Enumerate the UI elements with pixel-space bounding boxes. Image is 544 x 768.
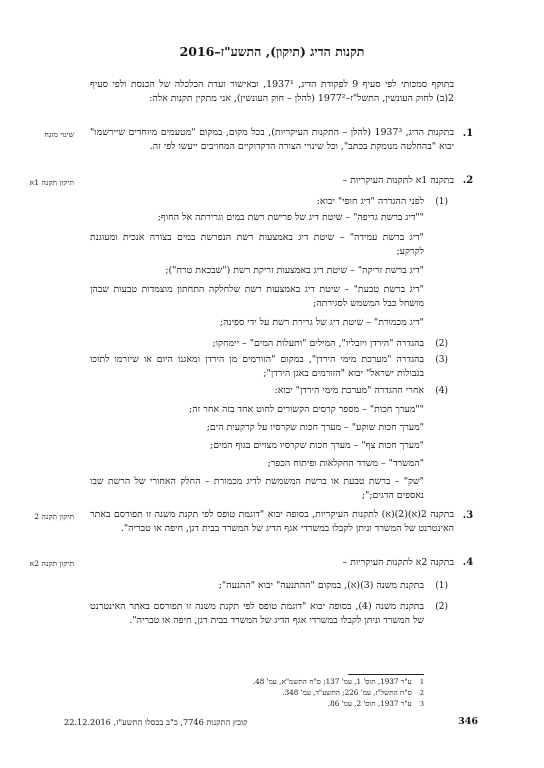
footnote-rule xyxy=(348,674,424,675)
section-number-1: .1 xyxy=(462,128,474,139)
definition-ring-net: "דיג ברשת טבעת" – שיטת דיג באמצעות רשת שלחלקה התחתון מוצמדות טבעות שבהן מושחל כבל המשמש לסגירתה; xyxy=(90,284,424,310)
footnote-1 xyxy=(253,677,424,686)
section-number-2: .2 xyxy=(462,175,474,186)
definition-net-bag: "שק" – ברשת טבעת או ברשת המשמשת לדיג מכמורת – החלק האחורי של הרשת שבו נאספים הדגים;"; xyxy=(90,476,424,502)
footnote-2 xyxy=(282,688,424,697)
definition-longline: ""מערך חכות" – מספר קרסים הקשורים לחוט אחד בזה אחר זה; xyxy=(189,404,424,415)
footnote-3 xyxy=(328,699,424,708)
section-4-sub-2-text: בתקנת משנה (4), בסופה יבוא "דוגמת טופס לפי תקנת משנה זו תפורסם באתר האינטרנט של המשרד וניתן לקבלו במשרדי אגף הדיג של המשרד בבית דגן, חיפה או טבריה". xyxy=(90,601,424,627)
footnote-1-number: 1 xyxy=(419,678,424,686)
definition-dragnet: ""דיג ברשת גריפה" – שיטת דיג של פרישת רשת במים וגרירתה אל החוף; xyxy=(157,212,424,223)
section-4-sub-1-number: (1) xyxy=(435,581,448,591)
side-heading-2: תיקון תקנה 1א xyxy=(29,178,74,187)
document-title: תקנות הדיג (תיקון), התשע"ז–2016 xyxy=(179,44,365,59)
footnote-3-text: ע"ר 1937, תוס' 2, עמ' 86. xyxy=(327,699,412,708)
definition-ministry: "המשרד" – משרד החקלאות ופיתוח הכפר; xyxy=(267,458,424,469)
section-number-3: .3 xyxy=(462,510,474,521)
section-2-sub-4-text: אחרי ההגדרה "מערכת מימי הירדן" יבוא: xyxy=(274,385,424,396)
side-heading-1: שינוי מונח xyxy=(44,130,74,139)
page-number: 346 xyxy=(458,716,478,727)
section-2-sub-1-number: (1) xyxy=(435,197,448,207)
section-2-sub-2-number: (2) xyxy=(435,339,448,349)
section-2-sub-1-text: לפני ההגדרה "דיג חופי" יבוא: xyxy=(316,196,424,207)
section-2-sub-3-text: בהגדרה "מערכת מימי הירדן", במקום "הזורמים מן הירדן ומאגנו היום או שיזרמו לתוכו בגבולות ישראל" יבוא "הזורמים באגן הירדן"; xyxy=(90,354,424,380)
section-2-sub-4-number: (4) xyxy=(435,386,448,396)
definition-standing-net: "דיג ברשת עמידה" – שיטת דיג באמצעות רשת הנפרשת במים בצורה אנכית ומעוגנת לקרקע; xyxy=(90,232,424,258)
section-2-sub-2-text: בהגדרה "הירדן ויובליו", המילים "ותעלות המים" – יימחקו; xyxy=(212,338,424,349)
side-heading-4: תיקון תקנה 2א xyxy=(29,559,74,568)
footnote-2-number: 2 xyxy=(419,689,424,697)
section-number-4: .4 xyxy=(462,557,474,568)
section-1-text: בתקנות הדיג, 1937³ (להלן – התקנות העיקריות), בכל מקום, במקום "מטעמים מיוחדים שיירשמו" יבוא "בהחלטה מנומקת בכתב", וכל שינויי הצורה הדקדוקיים המחויבים ייעשו לפי זה. xyxy=(90,127,454,153)
preamble: בתוקף סמכותי לפי סעיף 9 לפקודת הדיג, 1937¹, ובאישור ועדת הכלכלה של הכנסת ולפי סעיף 2(ב) לחוק העונשין, התשל"ז–1977² (להלן – חוק העונשין), אני מתקין תקנות אלה: xyxy=(90,79,455,105)
side-heading-3: תיקון תקנה 2 xyxy=(34,512,74,521)
section-2-text: בתקנה 1א לתקנות העיקריות – xyxy=(342,175,454,186)
section-4-sub-2-number: (2) xyxy=(435,602,448,612)
section-4-sub-1-text: בתקנת משנה (3)(א), במקום "ההתנעה" יבוא "ההנעה"; xyxy=(218,580,424,591)
definition-cast-net: "דיג ברשת זריקה" – שיטת דיג באמצעות זריקת רשת ("שבכאת טרח"); xyxy=(165,265,424,276)
definition-sinking-longline: "מערך חכות שוקע" – מערך חכות שקרסיו על קרקעית הים; xyxy=(206,422,424,433)
section-2-sub-3-number: (3) xyxy=(435,355,448,365)
definition-trawl: "דיג מכמורת" – שיטת דיג של גרירת רשת על ידי ספינה; xyxy=(219,317,424,328)
section-4-text: בתקנה 2א לתקנות העיקריות – xyxy=(342,557,454,568)
footnote-1-text: ע"ר 1937, תוס' 1, עמ' 137; ס"ח התשמ"א, עמ' 48. xyxy=(252,677,412,686)
footnote-2-text: ס"ח התשל"ז, עמ' 226; התשע"ד, עמ' 348. xyxy=(282,688,412,697)
definition-floating-longline: "מערך חכות צף" – מערך חכות שקרסיו מצויים בגוף המים; xyxy=(210,440,424,451)
section-3-text: בתקנה 2(א)(2)(א) לתקנות העיקריות, בסופה יבוא "דוגמת טופס לפי תקנת משנה זו תפורסם באתר האינטרנט של המשרד וניתן לקבלו במשרדי אגף הדיג של המשרד בבית דגן, חיפה או טבריה". xyxy=(90,509,454,535)
footnote-3-number: 3 xyxy=(419,700,424,708)
publication-line: קובץ התקנות 7746, כ"ב בכסלו התשע"ז, 22.12.2016 xyxy=(64,717,248,727)
